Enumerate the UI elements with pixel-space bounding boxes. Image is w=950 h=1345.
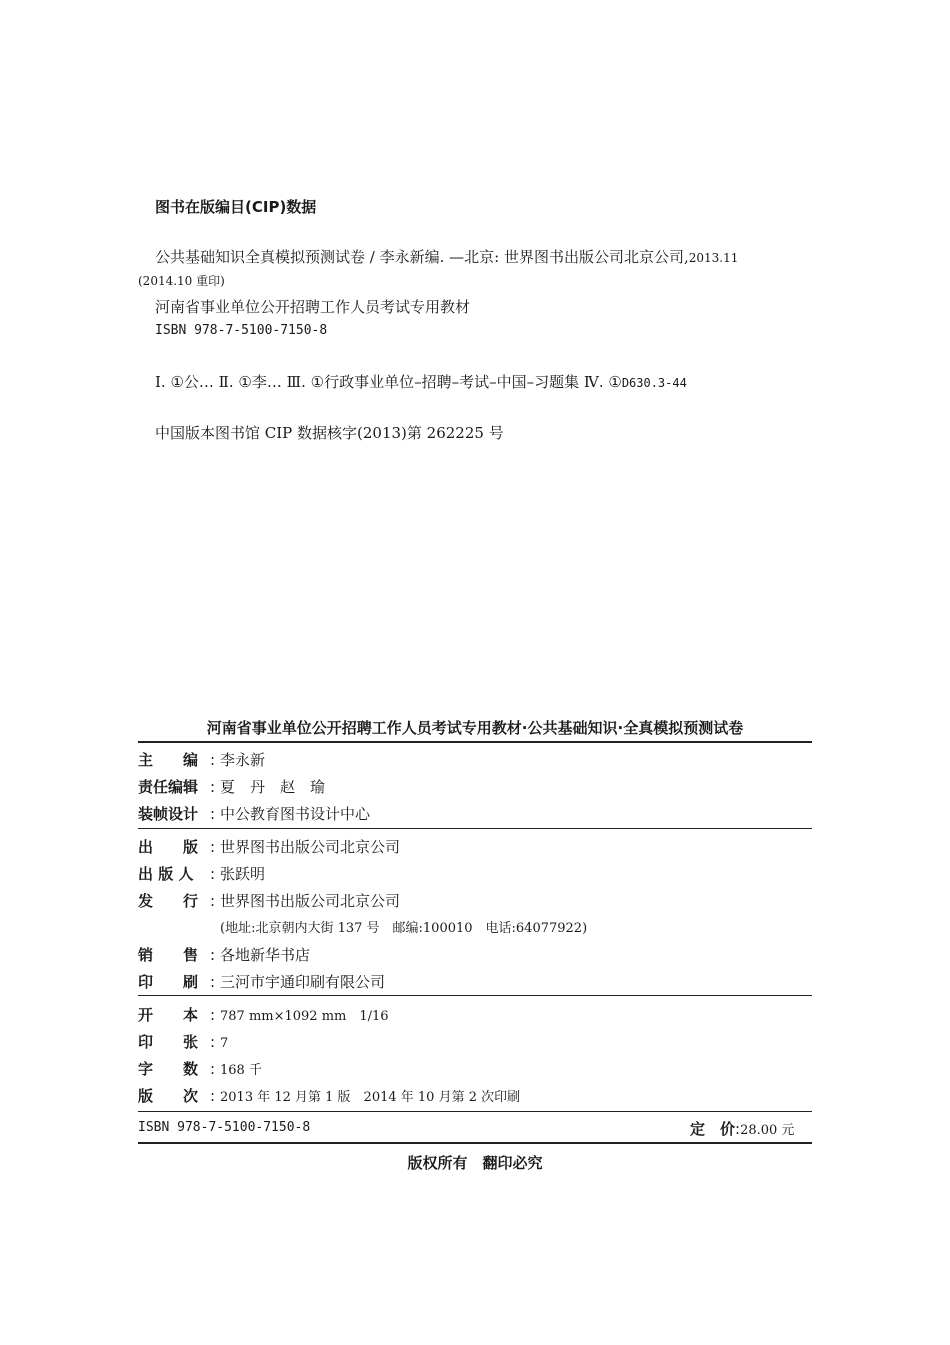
info-colon: : (210, 946, 216, 964)
info-row (138, 749, 265, 773)
info-value: 各地新华书店 (220, 946, 311, 964)
cip-number: 中国版本图书馆 CIP 数据核字(2013)第 262225 号 (155, 424, 504, 442)
info-value: 世界图书出版公司北京公司 (220, 838, 401, 856)
book-title: 河南省事业单位公开招聘工作人员考试专用教材·公共基础知识·全真模拟预测试卷 (206, 719, 744, 737)
info-colon: : (210, 805, 216, 823)
info-row (138, 863, 265, 887)
cip-isbn: ISBN 978-7-5100-7150-8 (155, 323, 328, 338)
info-value: 168 千 (220, 1063, 262, 1078)
info-value: 7 (220, 1036, 229, 1051)
info-label: 销 售 (138, 946, 199, 964)
info-label: 开 本 (138, 1006, 199, 1024)
price-colon: : (735, 1120, 741, 1138)
price (690, 1118, 794, 1139)
divider (138, 741, 812, 743)
info-label: 主 编 (138, 751, 199, 769)
info-colon: : (210, 751, 216, 769)
cip-classification (155, 371, 687, 392)
info-value: 李永新 (220, 751, 266, 769)
info-value: 中公教育图书设计中心 (220, 805, 371, 823)
info-row (138, 1085, 520, 1109)
info-label: 出 版 (138, 838, 199, 856)
info-colon: : (210, 1006, 216, 1024)
info-label: 印 刷 (138, 973, 199, 991)
info-value: 夏 丹 赵 瑜 (220, 778, 326, 796)
divider (138, 995, 812, 996)
divider (138, 1111, 812, 1112)
info-row (138, 776, 325, 800)
info-label: 装帧设计 (138, 805, 199, 823)
info-row (138, 917, 587, 941)
cip-line-2 (138, 271, 225, 289)
cip-line-1-text: 公共基础知识全真模拟预测试卷 / 李永新编. —北京: 世界图书出版公司北京公司, (155, 248, 689, 266)
info-label: 印 张 (138, 1033, 199, 1051)
cip-line-1 (155, 246, 738, 267)
divider (138, 828, 812, 829)
isbn: ISBN 978-7-5100-7150-8 (138, 1120, 311, 1135)
price-label: 定 价 (690, 1120, 736, 1138)
cip-reprint: (2014.10 重印) (138, 274, 225, 288)
price-value: 28.00 元 (740, 1123, 795, 1138)
info-row (138, 1058, 262, 1082)
cip-classification-code: D630.3-44 (621, 376, 687, 390)
info-colon: : (210, 778, 216, 796)
info-row (138, 890, 400, 914)
info-value: 2013 年 12 月第 1 版 2014 年 10 月第 2 次印刷 (220, 1090, 521, 1105)
cip-classification-text: Ⅰ. ①公… Ⅱ. ①李… Ⅲ. ①行政事业单位–招聘–考试–中国–习题集 Ⅳ. ① (155, 373, 622, 391)
info-colon: : (210, 892, 216, 910)
info-colon: : (210, 1033, 216, 1051)
info-row (138, 971, 385, 995)
info-value: 787 mm×1092 mm 1/16 (220, 1009, 389, 1024)
info-row (138, 944, 310, 968)
info-label: 出 版 人 (138, 865, 194, 883)
info-value: 张跃明 (220, 865, 266, 883)
info-label: 责任编辑 (138, 778, 199, 796)
info-label: 发 行 (138, 892, 199, 910)
info-colon: : (210, 865, 216, 883)
info-value: (地址:北京朝内大街 137 号 邮编:100010 电话:64077922) (220, 921, 588, 936)
info-label: 字 数 (138, 1060, 199, 1078)
info-colon: : (210, 1087, 216, 1105)
cip-line-1-date: 2013.11 (688, 251, 739, 265)
copyright-notice: 版权所有 翻印必究 (407, 1154, 543, 1172)
info-row (138, 836, 400, 860)
divider (138, 1142, 812, 1144)
info-row (138, 1004, 389, 1028)
info-row (138, 803, 370, 827)
info-colon: : (210, 973, 216, 991)
info-colon: : (210, 1060, 216, 1078)
info-colon: : (210, 838, 216, 856)
info-value: 世界图书出版公司北京公司 (220, 892, 401, 910)
info-row (138, 1031, 228, 1055)
info-value: 三河市宇通印刷有限公司 (220, 973, 386, 991)
info-label: 版 次 (138, 1087, 199, 1105)
cip-heading: 图书在版编目(CIP)数据 (155, 198, 317, 216)
cip-series: 河南省事业单位公开招聘工作人员考试专用教材 (155, 298, 471, 316)
